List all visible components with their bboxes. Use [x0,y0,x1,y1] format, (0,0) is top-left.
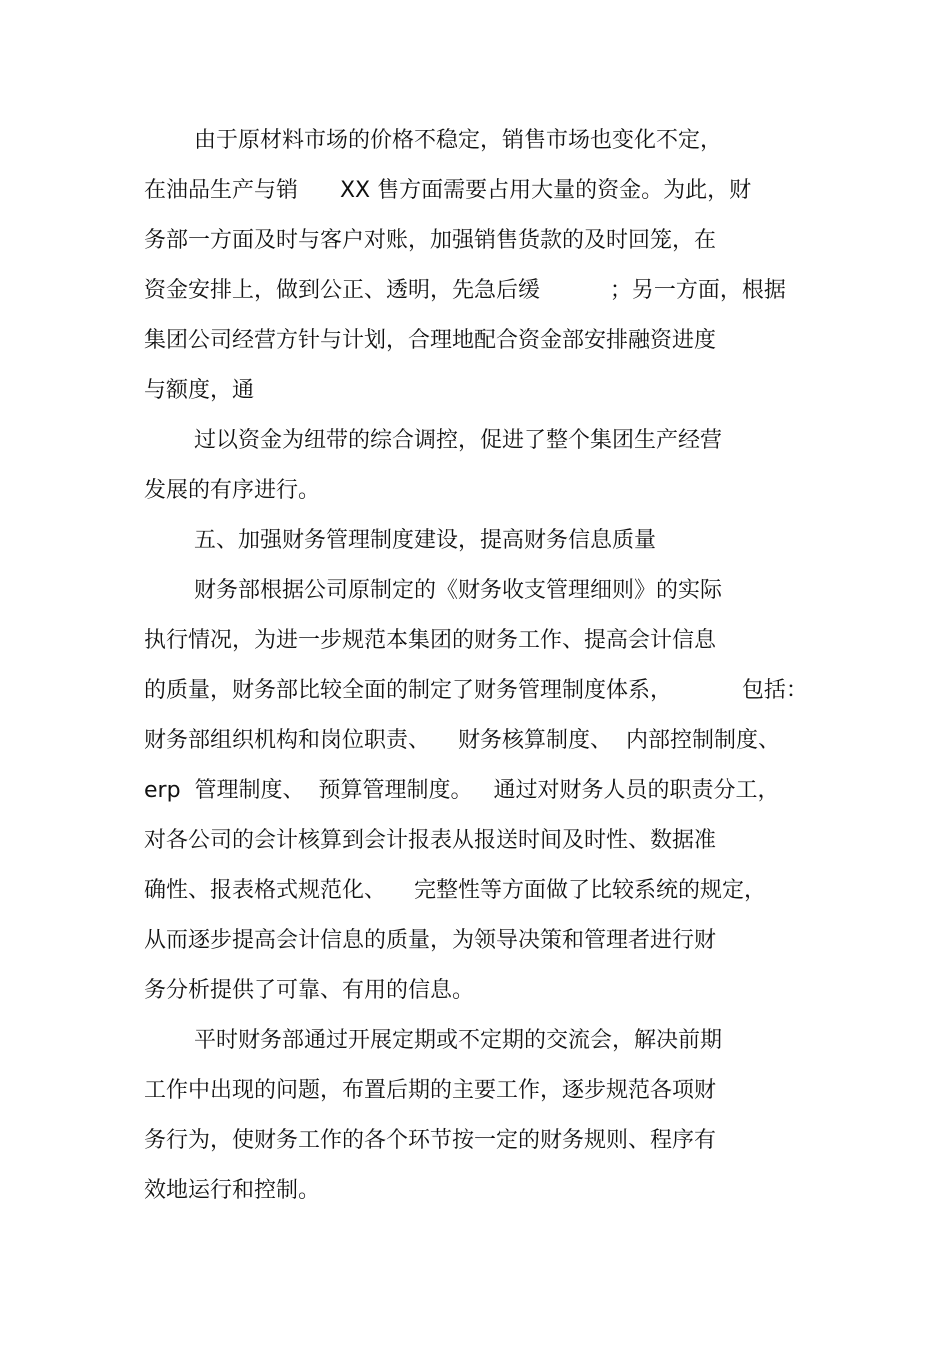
text-line: 发展的有序进行。 [144,478,321,503]
text-line: 财务部根据公司原制定的《财务收支管理细则》的实际 [194,578,723,603]
text-line: 的质量，财务部比较全面的制定了财务管理制度体系， 包括： [144,678,808,703]
text-line: 集团公司经营方针与计划，合理地配合资金部安排融资进度 [144,328,717,353]
text-line: 对各公司的会计核算到会计报表从报送时间及时性、数据准 [144,828,717,853]
text-line: 务分析提供了可靠、有用的信息。 [144,978,475,1003]
text-line: 财务部组织机构和岗位职责、 财务核算制度、 内部控制制度、 [144,728,780,753]
text-line: erp 管理制度、 预算管理制度。 通过对财务人员的职责分工， [144,778,780,803]
text-line: 过以资金为纽带的综合调控，促进了整个集团生产经营 [194,428,723,453]
text-line: 由于原材料市场的价格不稳定，销售市场也变化不定， [194,128,723,153]
text-line: 在油品生产与销 XX 售方面需要占用大量的资金。为此，财 [144,178,752,203]
text-line: 务行为，使财务工作的各个环节按一定的财务规则、程序有 [144,1128,717,1153]
text-line: 效地运行和控制。 [144,1178,321,1203]
section-heading: 五、加强财务管理制度建设，提高财务信息质量 [194,528,657,553]
text-line: 确性、报表格式规范化、 完整性等方面做了比较系统的规定， [144,878,766,903]
text-line: 与额度，通 [144,378,255,403]
text-line: 工作中出现的问题，布置后期的主要工作，逐步规范各项财 [144,1078,717,1103]
text-line: 资金安排上，做到公正、透明，先急后缓 ；另一方面，根据 [144,278,786,303]
text-line: 从而逐步提高会计信息的质量，为领导决策和管理者进行财 [144,928,717,953]
text-line: 务部一方面及时与客户对账，加强销售货款的及时回笼，在 [144,228,717,253]
text-line: 平时财务部通过开展定期或不定期的交流会，解决前期 [194,1028,723,1053]
text-line: 执行情况，为进一步规范本集团的财务工作、提高会计信息 [144,628,717,653]
